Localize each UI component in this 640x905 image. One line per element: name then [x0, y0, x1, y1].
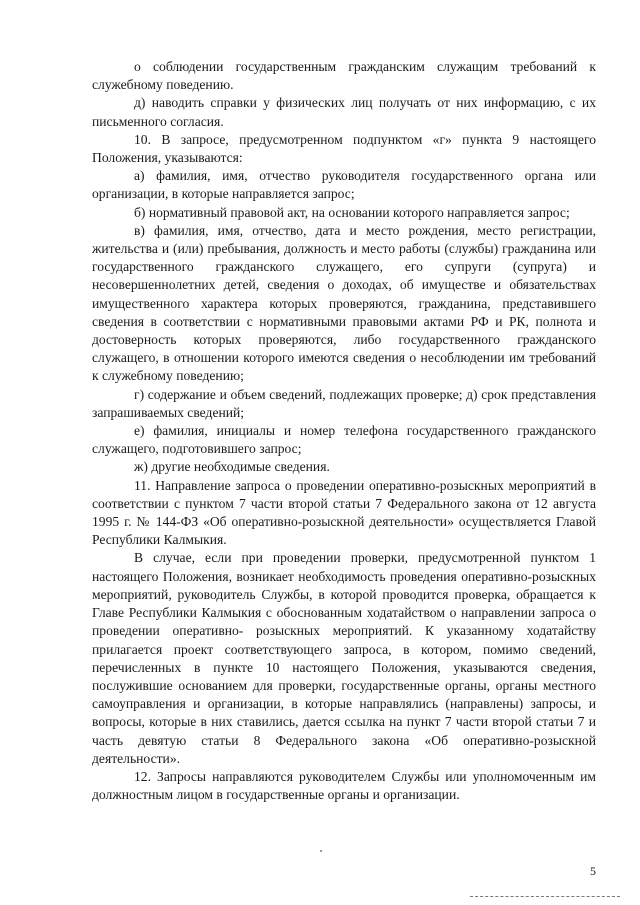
footer-rule	[470, 896, 620, 897]
paragraph-clause-12: 12. Запросы направляются руководителем Службы или уполномоченным им должностным лицом в государственные органы и организации.	[92, 768, 596, 803]
paragraph-item-v: в) фамилия, имя, отчество, дата и место рождения, место регистрации, жительства и (или) пребывания, должность и место работы (службы) гражданина или государственного гражданского служащего, его супруги (супруга) и несовершеннолетних детей, сведения о доходах, об имуществе и обязательствах имущественного характера которых проверяются, гражданина, представившего сведения в соответствии с нормативными правовыми актами РФ и РК, полнота и достоверность которых проверяются, либо государственного гражданского служащего, в отношении которого имеются сведения о несоблюдении им требований к служебному поведению;	[92, 222, 596, 384]
paragraph-item-a: а) фамилия, имя, отчество руководителя государственного органа или организации, в которые направляется запрос;	[92, 168, 596, 202]
paragraph-clause-10: 10. В запросе, предусмотренном подпунктом «г» пункта 9 настоящего Положения, указываются:	[92, 131, 596, 166]
paragraph-clause-11-case: В случае, если при проведении проверки, предусмотренной пунктом 1 настоящего Положения, возникает необходимость проведения оперативно-розыскных мероприятий, руководитель Службы, в которой проводится проверка, обращается к Главе Республики Калмыкия с обоснованным ходатайством о направлении запроса о проведении оперативно- розыскных мероприятий. К указанному ходатайству прилагается проект соответствующего запроса, в котором, помимо сведений, перечисленных в пункте 10 настоящего Положения, указываются сведения, послужившие основанием для проверки, государственные органы, органы местного самоуправления и организации, в которые направлялись (направлены) запросы, и вопросы, которые в них ставились, дается ссылка на пункт 7 части второй статьи 7 и часть девятую статьи 8 Федерального закона «Об оперативно-розыскной деятельности».	[92, 550, 596, 766]
paragraph-item-e: е) фамилия, инициалы и номер телефона государственного гражданского служащего, подготовившего запрос;	[92, 423, 596, 457]
page-number: 5	[590, 864, 596, 878]
paragraph-item-zh: ж) другие необходимые сведения.	[134, 459, 330, 475]
paragraph-clause-11: 11. Направление запроса о проведении оперативно-розыскных мероприятий в соответствии с пунктом 7 части второй статьи 7 Федерального закона от 12 августа 1995 г. № 144-ФЗ «Об оперативно-розыскной деятельности» осуществляется Главой Республики Калмыкия.	[92, 477, 596, 548]
paragraph-item-g: г) содержание и объем сведений, подлежащих проверке; д) срок представления запрашиваемых сведений;	[92, 386, 596, 420]
document-body	[92, 58, 596, 804]
scan-speck	[320, 850, 322, 852]
paragraph-continuation: о соблюдении государственным гражданским служащим требований к служебному поведению.	[92, 59, 596, 93]
paragraph-item-b: б) нормативный правовой акт, на основании которого направляется запрос;	[134, 204, 570, 220]
paragraph-item-d: д) наводить справки у физических лиц получать от них информацию, с их письменного согласия.	[92, 95, 596, 129]
